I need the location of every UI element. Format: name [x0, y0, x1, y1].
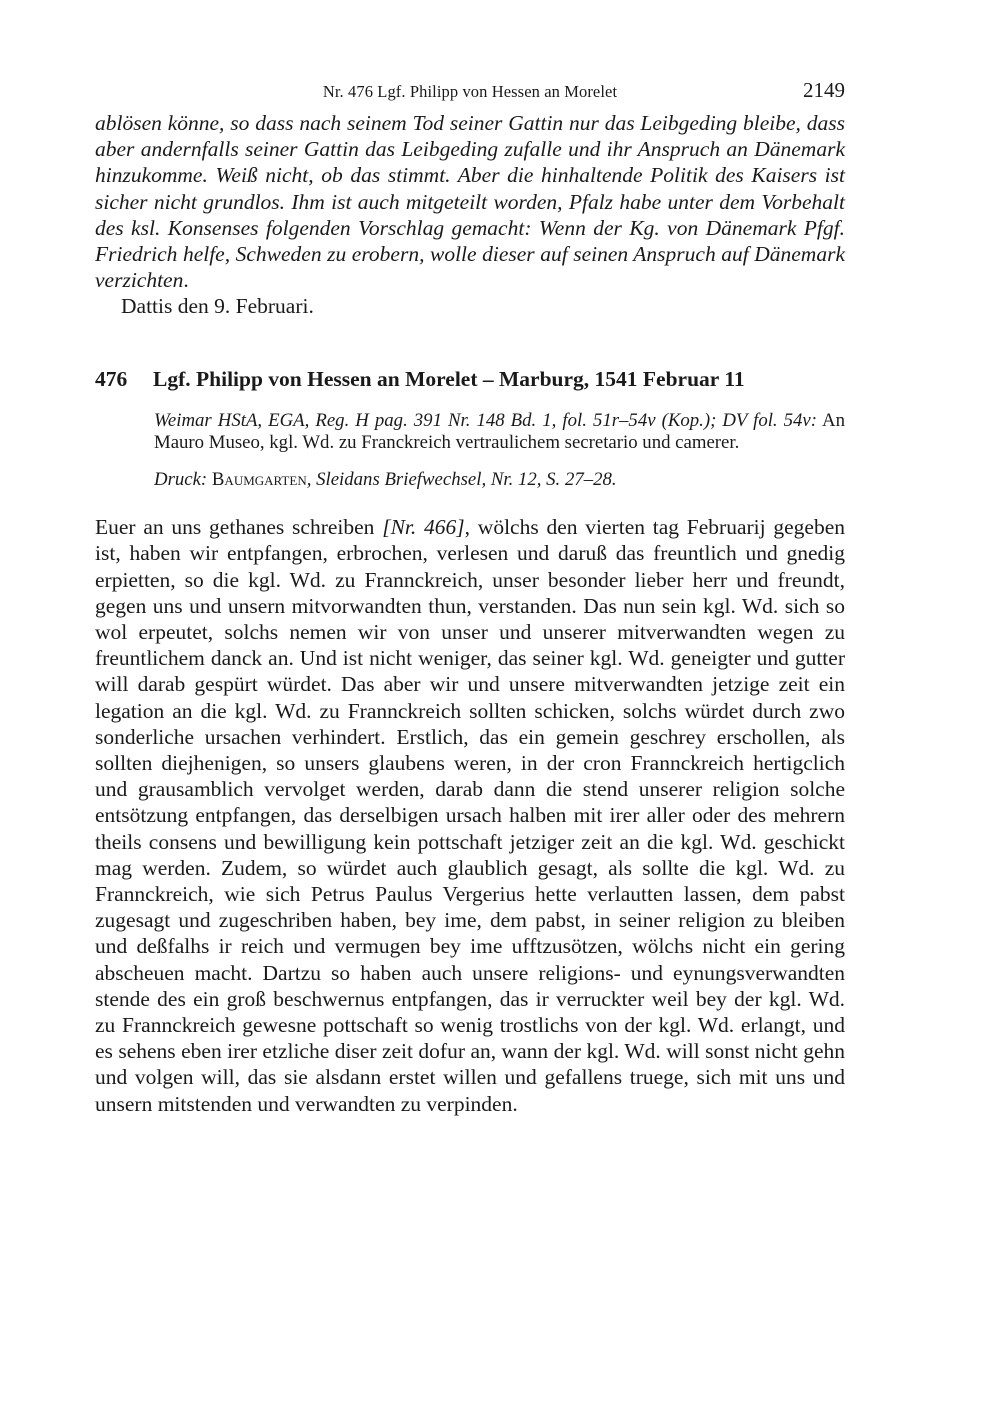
source-note: [154, 410, 845, 455]
source-archive: Weimar HStA, EGA, Reg. H pag. 391 Nr. 148 Bd. 1, fol. 51r–54v (Kop.); DV fol. 54v:: [154, 409, 818, 431]
page-number: 2149: [803, 78, 845, 102]
print-author: Baumgarten: [211, 468, 307, 490]
source-apparatus: [154, 410, 845, 492]
dating-line: Dattis den 9. Februari.: [121, 294, 314, 319]
running-head-title: Nr. 476 Lgf. Philipp von Hessen an Morelet: [322, 82, 618, 101]
print-reference: , Sleidans Briefwechsel, Nr. 12, S. 27–28.: [306, 468, 617, 490]
page: [95, 78, 845, 1117]
previous-letter-summary-text: ablösen könne, so dass nach seinem Tod seiner Gattin nur das Leibgeding bleibe, dass aber andernfalls seiner Gattin das Leibgeding zufalle und ihr Anspruch an Dänemark hinzukomme. Weiß nicht, ob das stimmt. Aber die hinhaltende Politik des Kaisers ist sicher nicht grundlos. Ihm ist auch mitgeteilt worden, Pfalz habe unter dem Vorbehalt des ksl. Konsenses folgenden Vorschlag gemacht: Wenn der Kg. von Dänemark Pfgf. Friedrich helfe, Schweden zu erobern, wolle dieser auf seinen Anspruch auf Dänemark verzichten: [95, 111, 845, 293]
source-address: An Mauro Museo, kgl. Wd. zu Franckreich vertraulichem secretario und camerer.: [154, 409, 845, 454]
previous-letter-summary: [95, 110, 845, 293]
print-label: Druck:: [154, 468, 208, 490]
print-note: [154, 469, 845, 492]
letter-heading: [95, 366, 845, 392]
letter-body-rest: , wölchs den vierten tag Februarij gegeben ist, haben wir entpfangen, erbrochen, verlesen und daruß das freuntlich und gnedig erpietten, so die kgl. Wd. zu Frannckreich, unser besonder lieber herr und freundt, gegen uns und unsern mitvorwandten thun, verstanden. Das nun sein kgl. Wd. sich so wol erpeutet, solchs nemen wir von unser und unserer mitverwandten wegen zu freuntlichem danck an. Und ist nicht weniger, das seiner kgl. Wd. geneigter und gutter will darab gespürt würdet. Das aber wir und unsere mitverwandten jetzige zeit ein legation an die kgl. Wd. zu Frannckreich sollten schicken, solchs würdet durch zwo sonderliche ursachen verhindert. Erstlich, das ein gemein geschrey erschollen, als sollten diejhenigen, so unsers glaubens weren, in der cron Frannckreich hertigclich und grausamblich vervolget werden, darab dann die stend unserer religion solche entsötzung entpfangen, das derselbigen ursach halben mit irer aller oder des mehrern theils consens und bewilligung kein pottschaft jetziger zeit an die kgl. Wd. geschickt mag werden. Zudem, so würdet auch glaublich gesagt, als sollte die kgl. Wd. zu Frannckreich, wie sich Petrus Paulus Vergerius hette verlautten lassen, dem pabst zugesagt und zugeschriben haben, bey ime, dem pabst, in seiner religion zu bleiben und deßfalhs ir reich und vermugen bey ime ufftzusötzen, wölchs nicht ein gering abscheuen macht. Dartzu so haben auch unsere religions- und eynungsverwandten stende des ein groß beschwernus entpfangen, das ir verruckter weil bey der kgl. Wd. zu Frannckreich gewesne pottschaft so wenig trostlichs von der kgl. Wd. erlangt, und es sehens eben irer etzliche diser zeit dofur an, wann der kgl. Wd. will sonst nicht gehn und volgen will, das sie alsdann erstet willen und gefallens truege, sich mit uns und unsern mitstenden und verwandten zu verpinden.: [95, 515, 845, 1116]
letter-title: Lgf. Philipp von Hessen an Morelet – Marburg, 1541 Februar 11: [153, 366, 745, 391]
letter-body: [95, 514, 845, 1117]
letter-body-paragraph: [95, 514, 845, 1117]
running-head: [95, 78, 845, 110]
letter-number: 476: [95, 366, 128, 391]
letter-body-start: Euer an uns gethanes schreiben: [95, 515, 383, 540]
previous-letter-summary-period: .: [183, 268, 189, 293]
cross-reference: [Nr. 466]: [382, 515, 465, 540]
